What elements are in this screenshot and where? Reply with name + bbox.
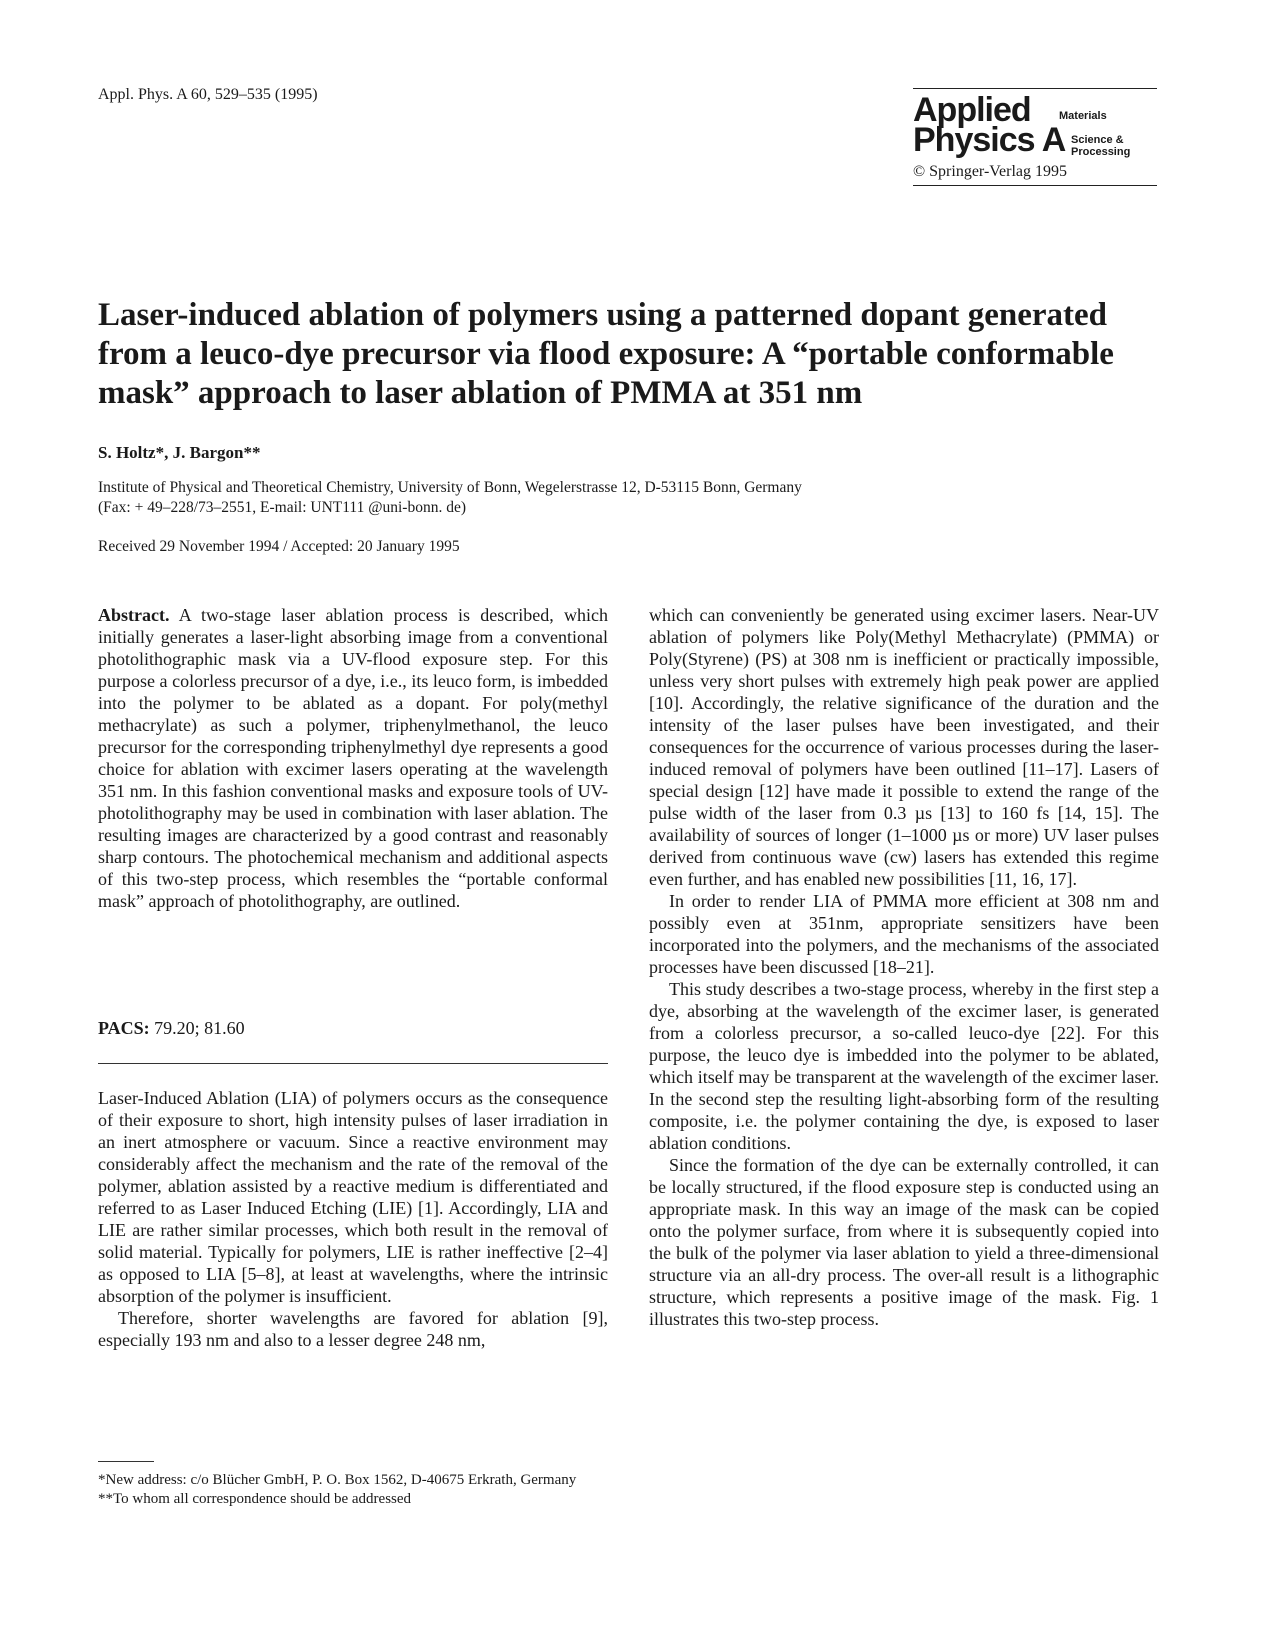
abstract-text: A two-stage laser ablation process is described, which initially generates a laser-light absorbing image from a conventional photolithographic mask via a UV-flood exposure step. For this purpose a colorless precursor of a dye, i.e., its leuco form, is imbedded into the polymer to be ablated as a dopant. For poly(methyl methacrylate) as such a polymer, triphenylmethanol, the leuco precursor for the corresponding triphenylmethyl dye represents a good choice for ablation with excimer lasers operating at the wavelength 351 nm. In this fashion conventional masks and exposure tools of UV-photolithography may be used in combination with laser ablation. The resulting images are characterized by a good contrast and reasonably sharp contours. The photochemical mechanism and additional aspects of this two-step process, which resembles the “portable conformal mask” approach of photolithography, are outlined. (98, 605, 609, 911)
footnote: **To whom all correspondence should be addressed (98, 1491, 412, 1507)
footnote: *New address: c/o Blücher GmbH, P. O. Box 1562, D-40675 Erkrath, Germany (98, 1472, 577, 1488)
logo-tag-science-line: Science & (1071, 134, 1124, 146)
body-paragraph: Since the formation of the dye can be externally controlled, it can be locally structured, if the flood exposure step is conducted using an appropriate mask. In this way an image of the mask can be copied onto the polymer surface, from where it is subsequently copied into the bulk of the polymer via laser ablation to yield a three-dimensional structure via an all-dry process. The over-all result is a lithographic structure, which represents a positive image of the mask. Fig. 1 illustrates this two-step process. (649, 1155, 1159, 1329)
pacs-label: PACS: (98, 1018, 150, 1038)
article-authors: S. Holtz*, J. Bargon** (98, 443, 261, 462)
abstract-divider (98, 1063, 608, 1064)
logo-applied: Applied (913, 91, 1031, 129)
received-dates: Received 29 November 1994 / Accepted: 20 January 1995 (98, 538, 460, 555)
body-paragraph: In order to render LIA of PMMA more efficient at 308 nm and possibly even at 351nm, appropriate sensitizers have been incorporated into the polymers, and the mechanisms of the associated processes have been discussed [18–21]. (649, 891, 1159, 977)
affiliation-line-1: Institute of Physical and Theoretical Chemistry, University of Bonn, Wegelerstrasse 12, D-53115 Bonn, Germany (98, 479, 802, 496)
body-paragraph: Therefore, shorter wavelengths are favored for ablation [9], especially 193 nm and also to a lesser degree 248 nm, (98, 1308, 608, 1350)
abstract (98, 604, 608, 912)
pacs-line (98, 1018, 245, 1039)
logo-top-rule (913, 88, 1157, 89)
body-paragraph: Laser-Induced Ablation (LIA) of polymers occurs as the consequence of their exposure to short, high intensity pulses of laser irradiation in an inert atmosphere or vacuum. Since a reactive environment may considerably affect the mechanism and the rate of the removal of the polymer, ablation assisted by a reactive medium is differentiated and referred to as Laser Induced Etching (LIE) [1]. Accordingly, LIA and LIE are rather similar processes, which both result in the removal of solid material. Typically for polymers, LIE is rather ineffective [2–4] as opposed to LIA [5–8], at least at wavelengths, where the intrinsic absorption of the polymer is insufficient. (98, 1088, 608, 1306)
affiliation-line-2: (Fax: + 49–228/73–2551, E-mail: UNT111 @uni-bonn. de) (98, 499, 466, 516)
article-title: Laser-induced ablation of polymers using a patterned dopant generated from a leuco-dye precursor via flood exposure: A “portable conformable mask” approach to laser ablation of PMMA at 351 nm (98, 297, 1114, 411)
journal-logo (913, 88, 1157, 186)
body-paragraph: This study describes a two-stage process, whereby in the first step a dye, absorbing at the wavelength of the excimer laser, is generated from a colorless precursor, a so-called leuco-dye [22]. For this purpose, the leuco dye is imbedded into the polymer to be ablated, which itself may be transparent at the wavelength of the excimer laser. In the second step the resulting light-absorbing form of the resulting composite, i.e. the polymer containing the dye, is exposed to laser ablation conditions. (649, 979, 1159, 1153)
affiliation (98, 478, 1178, 518)
body-right-column (649, 604, 1159, 1330)
logo-physics-a: Physics A (913, 121, 1066, 159)
body-paragraph: which can conveniently be generated using excimer lasers. Near-UV ablation of polymers like Poly(Methyl Methacrylate) (PMMA) or Poly(Styrene) (PS) at 308 nm is inefficient or practically impossible, unless very short pulses with extremely high peak power are applied [10]. Accordingly, the relative significance of the duration and the intensity of the laser pulses have been investigated, and their consequences for the occurrence of various processes during the laser-induced removal of polymers have been outlined [11–17]. Lasers of special design [12] have made it possible to extend the range of the pulse width of the laser from 0.3 µs [13] to 160 fs [14, 15]. The availability of sources of longer (1–1000 µs or more) UV laser pulses derived from continuous wave (cw) lasers has extended this regime even further, and has enabled new possibilities [11, 16, 17]. (649, 605, 1159, 889)
footnotes (98, 1471, 608, 1509)
publisher-line: © Springer-Verlag 1995 (913, 163, 1157, 186)
journal-citation: Appl. Phys. A 60, 529–535 (1995) (98, 86, 318, 103)
logo-tag-processing-line: Processing (1071, 146, 1131, 158)
abstract-label: Abstract. (98, 605, 170, 625)
body-left-column (98, 1087, 608, 1351)
footnote-divider (98, 1461, 154, 1462)
logo-tag-materials: Materials (1059, 110, 1107, 122)
pacs-value: 79.20; 81.60 (154, 1018, 245, 1038)
logo-tag-science (1071, 134, 1130, 158)
